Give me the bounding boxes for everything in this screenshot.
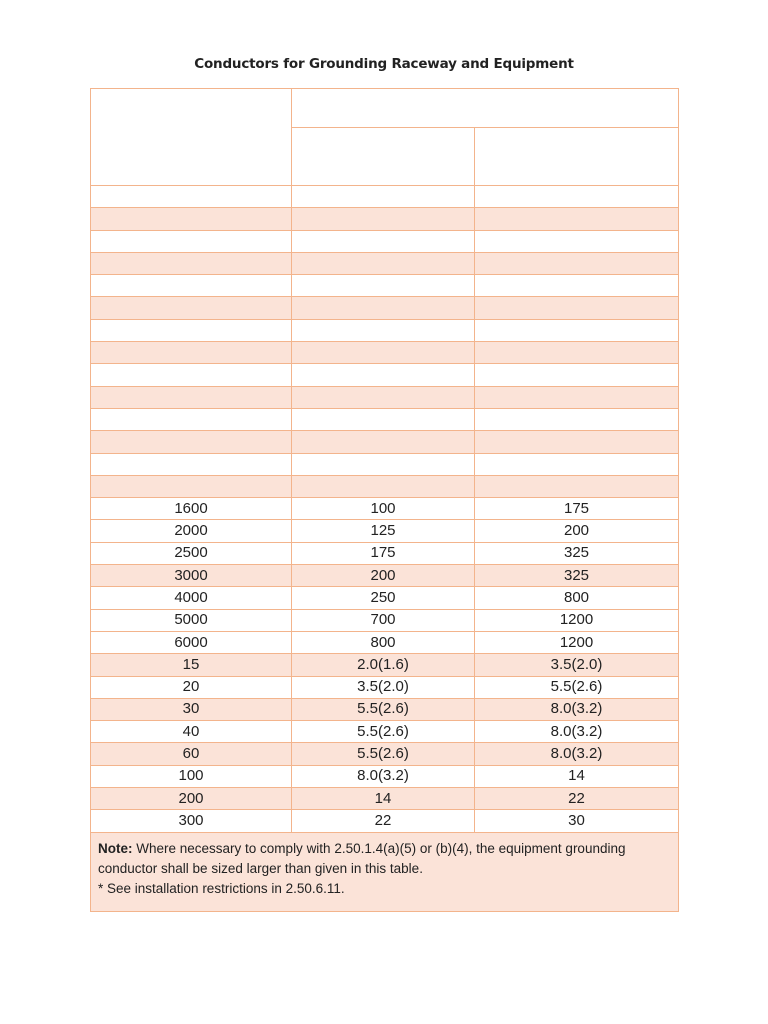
table-cell: 5.5(2.6) bbox=[292, 698, 475, 720]
table-cell: 1200 bbox=[475, 631, 679, 653]
table-cell: 15 bbox=[91, 654, 292, 676]
table-row-blank bbox=[91, 252, 679, 274]
header-copper-cell bbox=[292, 128, 475, 186]
table-cell: 200 bbox=[292, 565, 475, 587]
table-cell-empty bbox=[91, 431, 292, 453]
table-body bbox=[91, 186, 679, 833]
note-footnote: * See installation restrictions in 2.50.6.11. bbox=[98, 880, 345, 896]
table-row bbox=[91, 788, 679, 810]
table-cell: 8.0(3.2) bbox=[475, 743, 679, 765]
table-row bbox=[91, 520, 679, 542]
table-row bbox=[91, 565, 679, 587]
table-cell-empty bbox=[475, 230, 679, 252]
table-cell: 5000 bbox=[91, 609, 292, 631]
table-cell-empty bbox=[91, 319, 292, 341]
table-row-blank bbox=[91, 453, 679, 475]
table-cell: 3000 bbox=[91, 565, 292, 587]
table-cell: 22 bbox=[292, 810, 475, 832]
table-row-blank bbox=[91, 319, 679, 341]
table-cell-empty bbox=[91, 275, 292, 297]
table-row-blank bbox=[91, 186, 679, 208]
table-cell-empty bbox=[91, 342, 292, 364]
header-row-top bbox=[91, 89, 679, 128]
table-row bbox=[91, 765, 679, 787]
table-cell-empty bbox=[91, 408, 292, 430]
table-cell: 2000 bbox=[91, 520, 292, 542]
table-cell: 325 bbox=[475, 542, 679, 564]
table-cell: 5.5(2.6) bbox=[292, 743, 475, 765]
table-cell: 100 bbox=[292, 498, 475, 520]
table-row bbox=[91, 631, 679, 653]
table-cell: 200 bbox=[475, 520, 679, 542]
table-row-blank bbox=[91, 208, 679, 230]
table-cell: 14 bbox=[292, 788, 475, 810]
table-cell-empty bbox=[91, 297, 292, 319]
note-label: Note: bbox=[98, 840, 133, 856]
table-cell-empty bbox=[475, 342, 679, 364]
table-cell: 30 bbox=[91, 698, 292, 720]
table-cell-empty bbox=[292, 252, 475, 274]
table-cell-empty bbox=[475, 386, 679, 408]
table-cell-empty bbox=[91, 208, 292, 230]
table-cell: 175 bbox=[475, 498, 679, 520]
table-cell-empty bbox=[475, 475, 679, 497]
table-cell: 2500 bbox=[91, 542, 292, 564]
table-cell-empty bbox=[292, 431, 475, 453]
table-cell-empty bbox=[292, 208, 475, 230]
table-row bbox=[91, 810, 679, 832]
table-row-blank bbox=[91, 408, 679, 430]
table-cell-empty bbox=[292, 319, 475, 341]
table-cell: 200 bbox=[91, 788, 292, 810]
table-cell: 5.5(2.6) bbox=[475, 676, 679, 698]
table-cell: 6000 bbox=[91, 631, 292, 653]
table-row bbox=[91, 676, 679, 698]
table-cell-empty bbox=[91, 364, 292, 386]
table-cell-empty bbox=[475, 252, 679, 274]
table-row-blank bbox=[91, 230, 679, 252]
table-cell-empty bbox=[475, 186, 679, 208]
table-cell-empty bbox=[292, 297, 475, 319]
table-cell: 14 bbox=[475, 765, 679, 787]
table-title: Conductors for Grounding Raceway and Equipment bbox=[194, 56, 574, 72]
note-row bbox=[91, 832, 679, 911]
table-cell: 60 bbox=[91, 743, 292, 765]
table-row bbox=[91, 498, 679, 520]
note-cell bbox=[91, 832, 679, 911]
table-cell: 250 bbox=[292, 587, 475, 609]
table-cell: 22 bbox=[475, 788, 679, 810]
table-cell-empty bbox=[91, 386, 292, 408]
table-cell-empty bbox=[91, 186, 292, 208]
table-cell-empty bbox=[292, 386, 475, 408]
table-cell-empty bbox=[91, 252, 292, 274]
table-cell-empty bbox=[475, 275, 679, 297]
table-cell: 700 bbox=[292, 609, 475, 631]
table-cell: 1200 bbox=[475, 609, 679, 631]
table-cell-empty bbox=[91, 475, 292, 497]
table-cell: 5.5(2.6) bbox=[292, 721, 475, 743]
table-row bbox=[91, 721, 679, 743]
grounding-conductor-table bbox=[90, 88, 679, 912]
table-row bbox=[91, 542, 679, 564]
table-cell-empty bbox=[475, 431, 679, 453]
header-aluminum-cell bbox=[475, 128, 679, 186]
table-row-blank bbox=[91, 275, 679, 297]
table-cell: 300 bbox=[91, 810, 292, 832]
table-cell-empty bbox=[292, 364, 475, 386]
table-row-blank bbox=[91, 386, 679, 408]
table-row-blank bbox=[91, 364, 679, 386]
header-rating-cell bbox=[91, 89, 292, 186]
table-cell: 20 bbox=[91, 676, 292, 698]
table-cell-empty bbox=[475, 408, 679, 430]
table-cell: 125 bbox=[292, 520, 475, 542]
table-cell-empty bbox=[292, 453, 475, 475]
table-cell: 30 bbox=[475, 810, 679, 832]
table-cell: 800 bbox=[292, 631, 475, 653]
table-cell-empty bbox=[292, 342, 475, 364]
table-cell: 1600 bbox=[91, 498, 292, 520]
table-row bbox=[91, 698, 679, 720]
table-cell: 8.0(3.2) bbox=[292, 765, 475, 787]
table-cell-empty bbox=[475, 364, 679, 386]
table-row bbox=[91, 587, 679, 609]
table-cell: 800 bbox=[475, 587, 679, 609]
table-cell: 100 bbox=[91, 765, 292, 787]
table-cell: 325 bbox=[475, 565, 679, 587]
table-cell-empty bbox=[475, 208, 679, 230]
table-cell: 8.0(3.2) bbox=[475, 698, 679, 720]
table-cell: 40 bbox=[91, 721, 292, 743]
table-cell: 2.0(1.6) bbox=[292, 654, 475, 676]
table-row bbox=[91, 654, 679, 676]
table-row bbox=[91, 743, 679, 765]
table-cell-empty bbox=[475, 319, 679, 341]
table-cell-empty bbox=[475, 453, 679, 475]
table-cell-empty bbox=[475, 297, 679, 319]
table-cell: 175 bbox=[292, 542, 475, 564]
table-row-blank bbox=[91, 297, 679, 319]
table-cell-empty bbox=[292, 275, 475, 297]
table-cell: 3.5(2.0) bbox=[475, 654, 679, 676]
header-group-cell bbox=[292, 89, 679, 128]
table-row-blank bbox=[91, 431, 679, 453]
table-cell-empty bbox=[91, 453, 292, 475]
table-cell-empty bbox=[91, 230, 292, 252]
note-text: Where necessary to comply with 2.50.1.4(a)(5) or (b)(4), the equipment grounding conductor shall be sized larger than given in this table. bbox=[98, 840, 626, 876]
table-cell: 3.5(2.0) bbox=[292, 676, 475, 698]
table-cell-empty bbox=[292, 186, 475, 208]
table-cell: 4000 bbox=[91, 587, 292, 609]
table-row-blank bbox=[91, 475, 679, 497]
table-row-blank bbox=[91, 342, 679, 364]
table-cell-empty bbox=[292, 230, 475, 252]
table-cell-empty bbox=[292, 475, 475, 497]
table-cell-empty bbox=[292, 408, 475, 430]
table-row bbox=[91, 609, 679, 631]
table-cell: 8.0(3.2) bbox=[475, 721, 679, 743]
